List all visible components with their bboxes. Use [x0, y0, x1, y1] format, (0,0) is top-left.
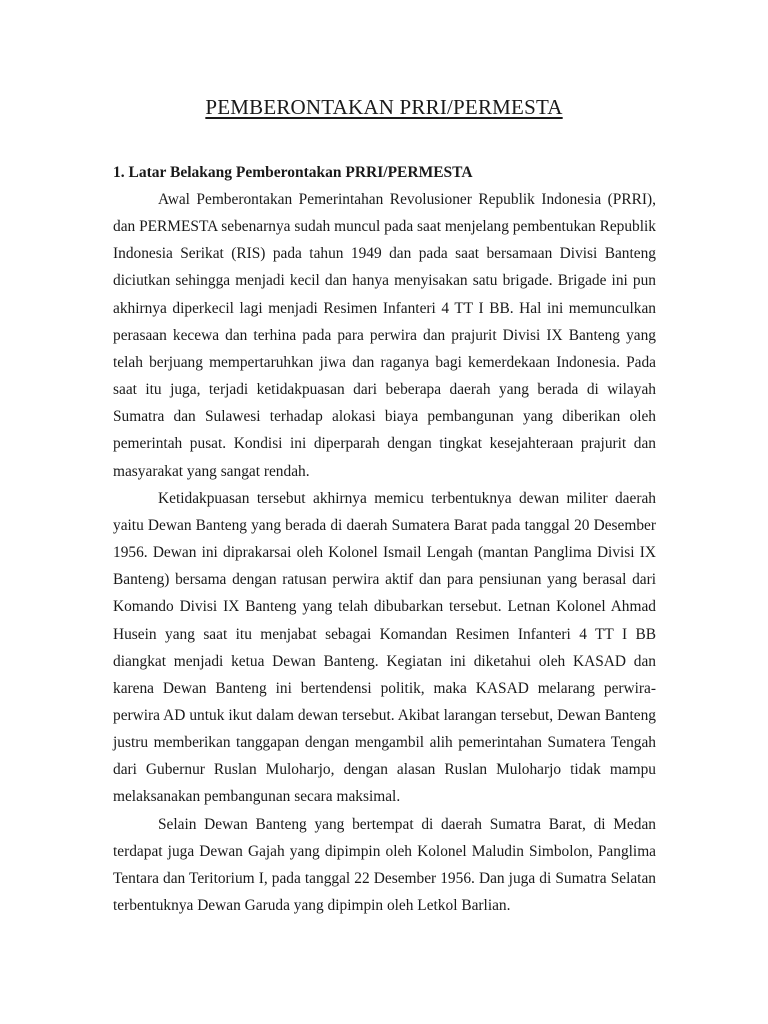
document-title: PEMBERONTAKAN PRRI/PERMESTA	[205, 95, 563, 119]
section-heading: 1. Latar Belakang Pemberontakan PRRI/PERMESTA	[113, 164, 473, 181]
paragraph-2: Ketidakpuasan tersebut akhirnya memicu terbentuknya dewan militer daerah yaitu Dewan Banteng yang berada di daerah Sumatera Barat pada tanggal 20 Desember 1956. Dewan ini diprakarsai oleh Kolonel Ismail Lengah (mantan Panglima Divisi IX Banteng) bersama dengan ratusan perwira aktif dan para pensiunan yang berasal dari Komando Divisi IX Banteng yang telah dibubarkan tersebut. Letnan Kolonel Ahmad Husein yang saat itu menjabat sebagai Komandan Resimen Infanteri 4 TT I BB diangkat menjadi ketua Dewan Banteng. Kegiatan ini diketahui oleh KASAD dan karena Dewan Banteng ini bertendensi politik, maka KASAD melarang perwira-perwira AD untuk ikut dalam dewan tersebut. Akibat larangan tersebut, Dewan Banteng justru memberikan tanggapan dengan mengambil alih pemerintahan Sumatera Tengah dari Gubernur Ruslan Muloharjo, dengan alasan Ruslan Muloharjo tidak mampu melaksanakan pembangunan secara maksimal.	[113, 489, 656, 806]
document-body	[113, 159, 656, 919]
paragraph-3: Selain Dewan Banteng yang bertempat di daerah Sumatra Barat, di Medan terdapat juga Dewan Gajah yang dipimpin oleh Kolonel Maludin Simbolon, Panglima Tentara dan Teritorium I, pada tanggal 22 Desember 1956. Dan juga di Sumatra Selatan terbentuknya Dewan Garuda yang dipimpin oleh Letkol Barlian.	[113, 815, 656, 915]
paragraph-1: Awal Pemberontakan Pemerintahan Revolusioner Republik Indonesia (PRRI), dan PERMESTA sebenarnya sudah muncul pada saat menjelang pembentukan Republik Indonesia Serikat (RIS) pada tahun 1949 dan pada saat bersamaan Divisi Banteng diciutkan sehingga menjadi kecil dan hanya menyisakan satu brigade. Brigade ini pun akhirnya diperkecil lagi menjadi Resimen Infanteri 4 TT I BB. Hal ini memunculkan perasaan kecewa dan terhina pada para perwira dan prajurit Divisi IX Banteng yang telah berjuang mempertaruhkan jiwa dan raganya bagi kemerdekaan Indonesia. Pada saat itu juga, terjadi ketidakpuasan dari beberapa daerah yang berada di wilayah Sumatra dan Sulawesi terhadap alokasi biaya pembangunan yang diberikan oleh pemerintah pusat. Kondisi ini diperparah dengan tingkat kesejahteraan prajurit dan masyarakat yang sangat rendah.	[113, 191, 656, 480]
